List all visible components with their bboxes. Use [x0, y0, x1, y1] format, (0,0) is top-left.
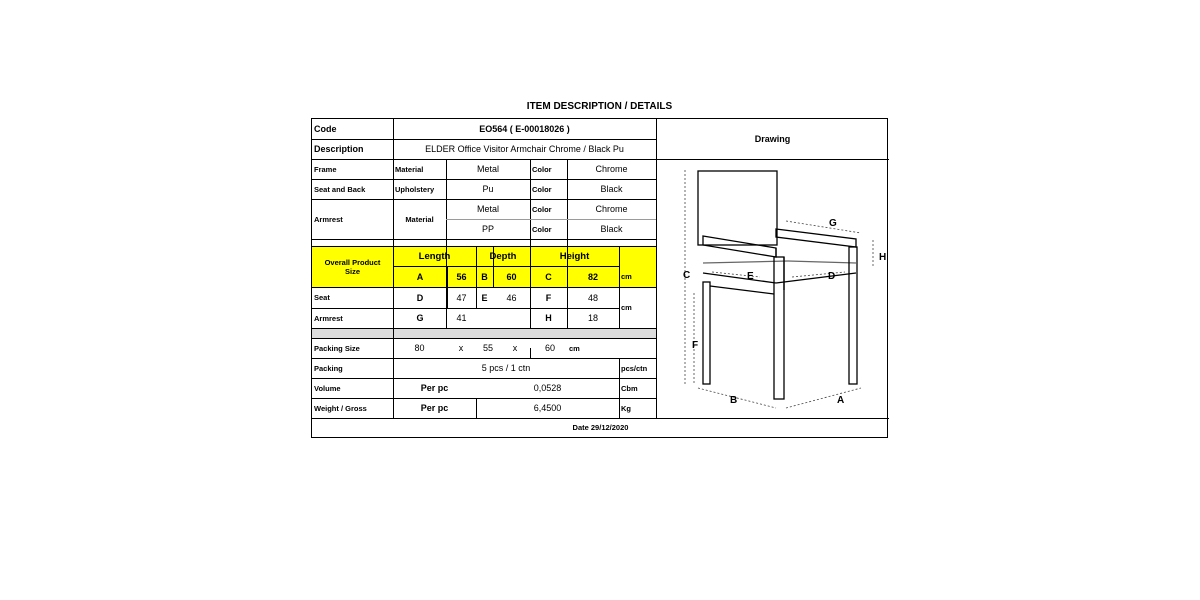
- e-key: E: [481, 292, 488, 303]
- d-key: D: [416, 292, 424, 303]
- packing-sep-1: x: [458, 343, 464, 353]
- b-value: 60: [506, 271, 517, 282]
- height-header: Height: [559, 250, 590, 262]
- packing-value: 5 pcs / 1 ctn: [481, 363, 531, 373]
- item-details-sheet: [311, 118, 888, 438]
- weight-basis: Per pc: [420, 403, 449, 413]
- overall-size-label: Overall Product Size: [324, 257, 381, 276]
- description-label: Description: [314, 144, 364, 154]
- weight-unit: Kg: [621, 403, 631, 413]
- armrest-color-1: Chrome: [595, 204, 628, 214]
- armrest-label: Armrest: [314, 313, 343, 323]
- dimension-lines: [685, 170, 873, 408]
- armrest-material-label: Material: [405, 214, 434, 224]
- frame-color: Chrome: [595, 164, 628, 174]
- seat-label: Seat: [314, 293, 330, 302]
- packing-size-label: Packing Size: [314, 343, 360, 353]
- h-key: H: [545, 313, 552, 323]
- armrest-material-1: Metal: [476, 204, 499, 214]
- footer-date: Date 29/12/2020: [572, 423, 629, 432]
- weight-value: 6,4500: [533, 403, 562, 413]
- volume-label: Volume: [314, 383, 341, 393]
- packing-height: 60: [544, 343, 555, 353]
- volume-value: 0,0528: [533, 383, 562, 393]
- drawing-label: Drawing: [754, 134, 791, 144]
- packing-size-unit: cm: [569, 343, 580, 353]
- a-value: 56: [456, 271, 467, 282]
- chair-drawing: [656, 160, 888, 417]
- dim-label-d: D: [828, 271, 836, 282]
- c-value: 82: [587, 271, 598, 282]
- a-key: A: [416, 271, 424, 282]
- frame-material: Metal: [476, 164, 499, 174]
- description-value: ELDER Office Visitor Armchair Chrome / Black Pu: [425, 144, 624, 154]
- length-header: Length: [418, 250, 451, 262]
- spacer-band: [312, 328, 656, 338]
- dim-label-f: F: [692, 340, 699, 351]
- code-value: EO564 ( E-00018026 ): [479, 124, 570, 134]
- packing-sep-2: x: [512, 343, 518, 353]
- g-value: 41: [456, 313, 467, 323]
- armrest-color-label-2: Color: [532, 224, 552, 234]
- seat-armrest-unit: cm: [621, 303, 632, 312]
- seat-back-material-label: Upholstery: [395, 184, 435, 194]
- overall-unit: cm: [621, 272, 632, 281]
- packing-unit: pcs/ctn: [621, 363, 648, 373]
- frame-material-label: Material: [395, 164, 424, 174]
- frame-label: Frame: [314, 164, 337, 174]
- seat-back-material: Pu: [482, 184, 494, 194]
- dim-label-g: G: [829, 218, 837, 229]
- frame-color-label: Color: [532, 164, 552, 174]
- f-key: F: [545, 292, 552, 303]
- dim-label-h: H: [879, 252, 887, 263]
- armrest-material-section-label: Armrest: [314, 214, 343, 224]
- volume-unit: Cbm: [621, 383, 638, 393]
- armrest-material-2: PP: [481, 224, 494, 234]
- dim-label-e: E: [747, 271, 754, 282]
- f-value: 48: [587, 292, 598, 303]
- volume-basis: Per pc: [420, 383, 449, 393]
- seat-back-color-label: Color: [532, 184, 552, 194]
- page-title: ITEM DESCRIPTION / DETAILS: [526, 101, 673, 112]
- depth-header: Depth: [489, 250, 517, 262]
- packing-length: 80: [414, 343, 425, 353]
- e-value: 46: [506, 292, 517, 303]
- weight-label: Weight / Gross: [314, 403, 367, 413]
- armrest-color-label-1: Color: [532, 204, 552, 214]
- code-label: Code: [314, 124, 337, 134]
- seat-back-label: Seat and Back: [314, 184, 366, 194]
- chair-outline: [698, 171, 857, 399]
- dim-label-a: A: [837, 395, 845, 406]
- packing-label: Packing: [314, 363, 343, 373]
- h-value: 18: [587, 313, 598, 323]
- b-key: B: [481, 271, 488, 282]
- g-key: G: [416, 313, 424, 323]
- packing-width: 55: [482, 343, 493, 353]
- c-key: C: [545, 271, 552, 282]
- d-value: 47: [456, 292, 467, 303]
- seat-back-color: Black: [600, 184, 623, 194]
- dim-label-c: C: [683, 270, 691, 281]
- dim-label-b: B: [730, 395, 738, 406]
- armrest-color-2: Black: [600, 224, 623, 234]
